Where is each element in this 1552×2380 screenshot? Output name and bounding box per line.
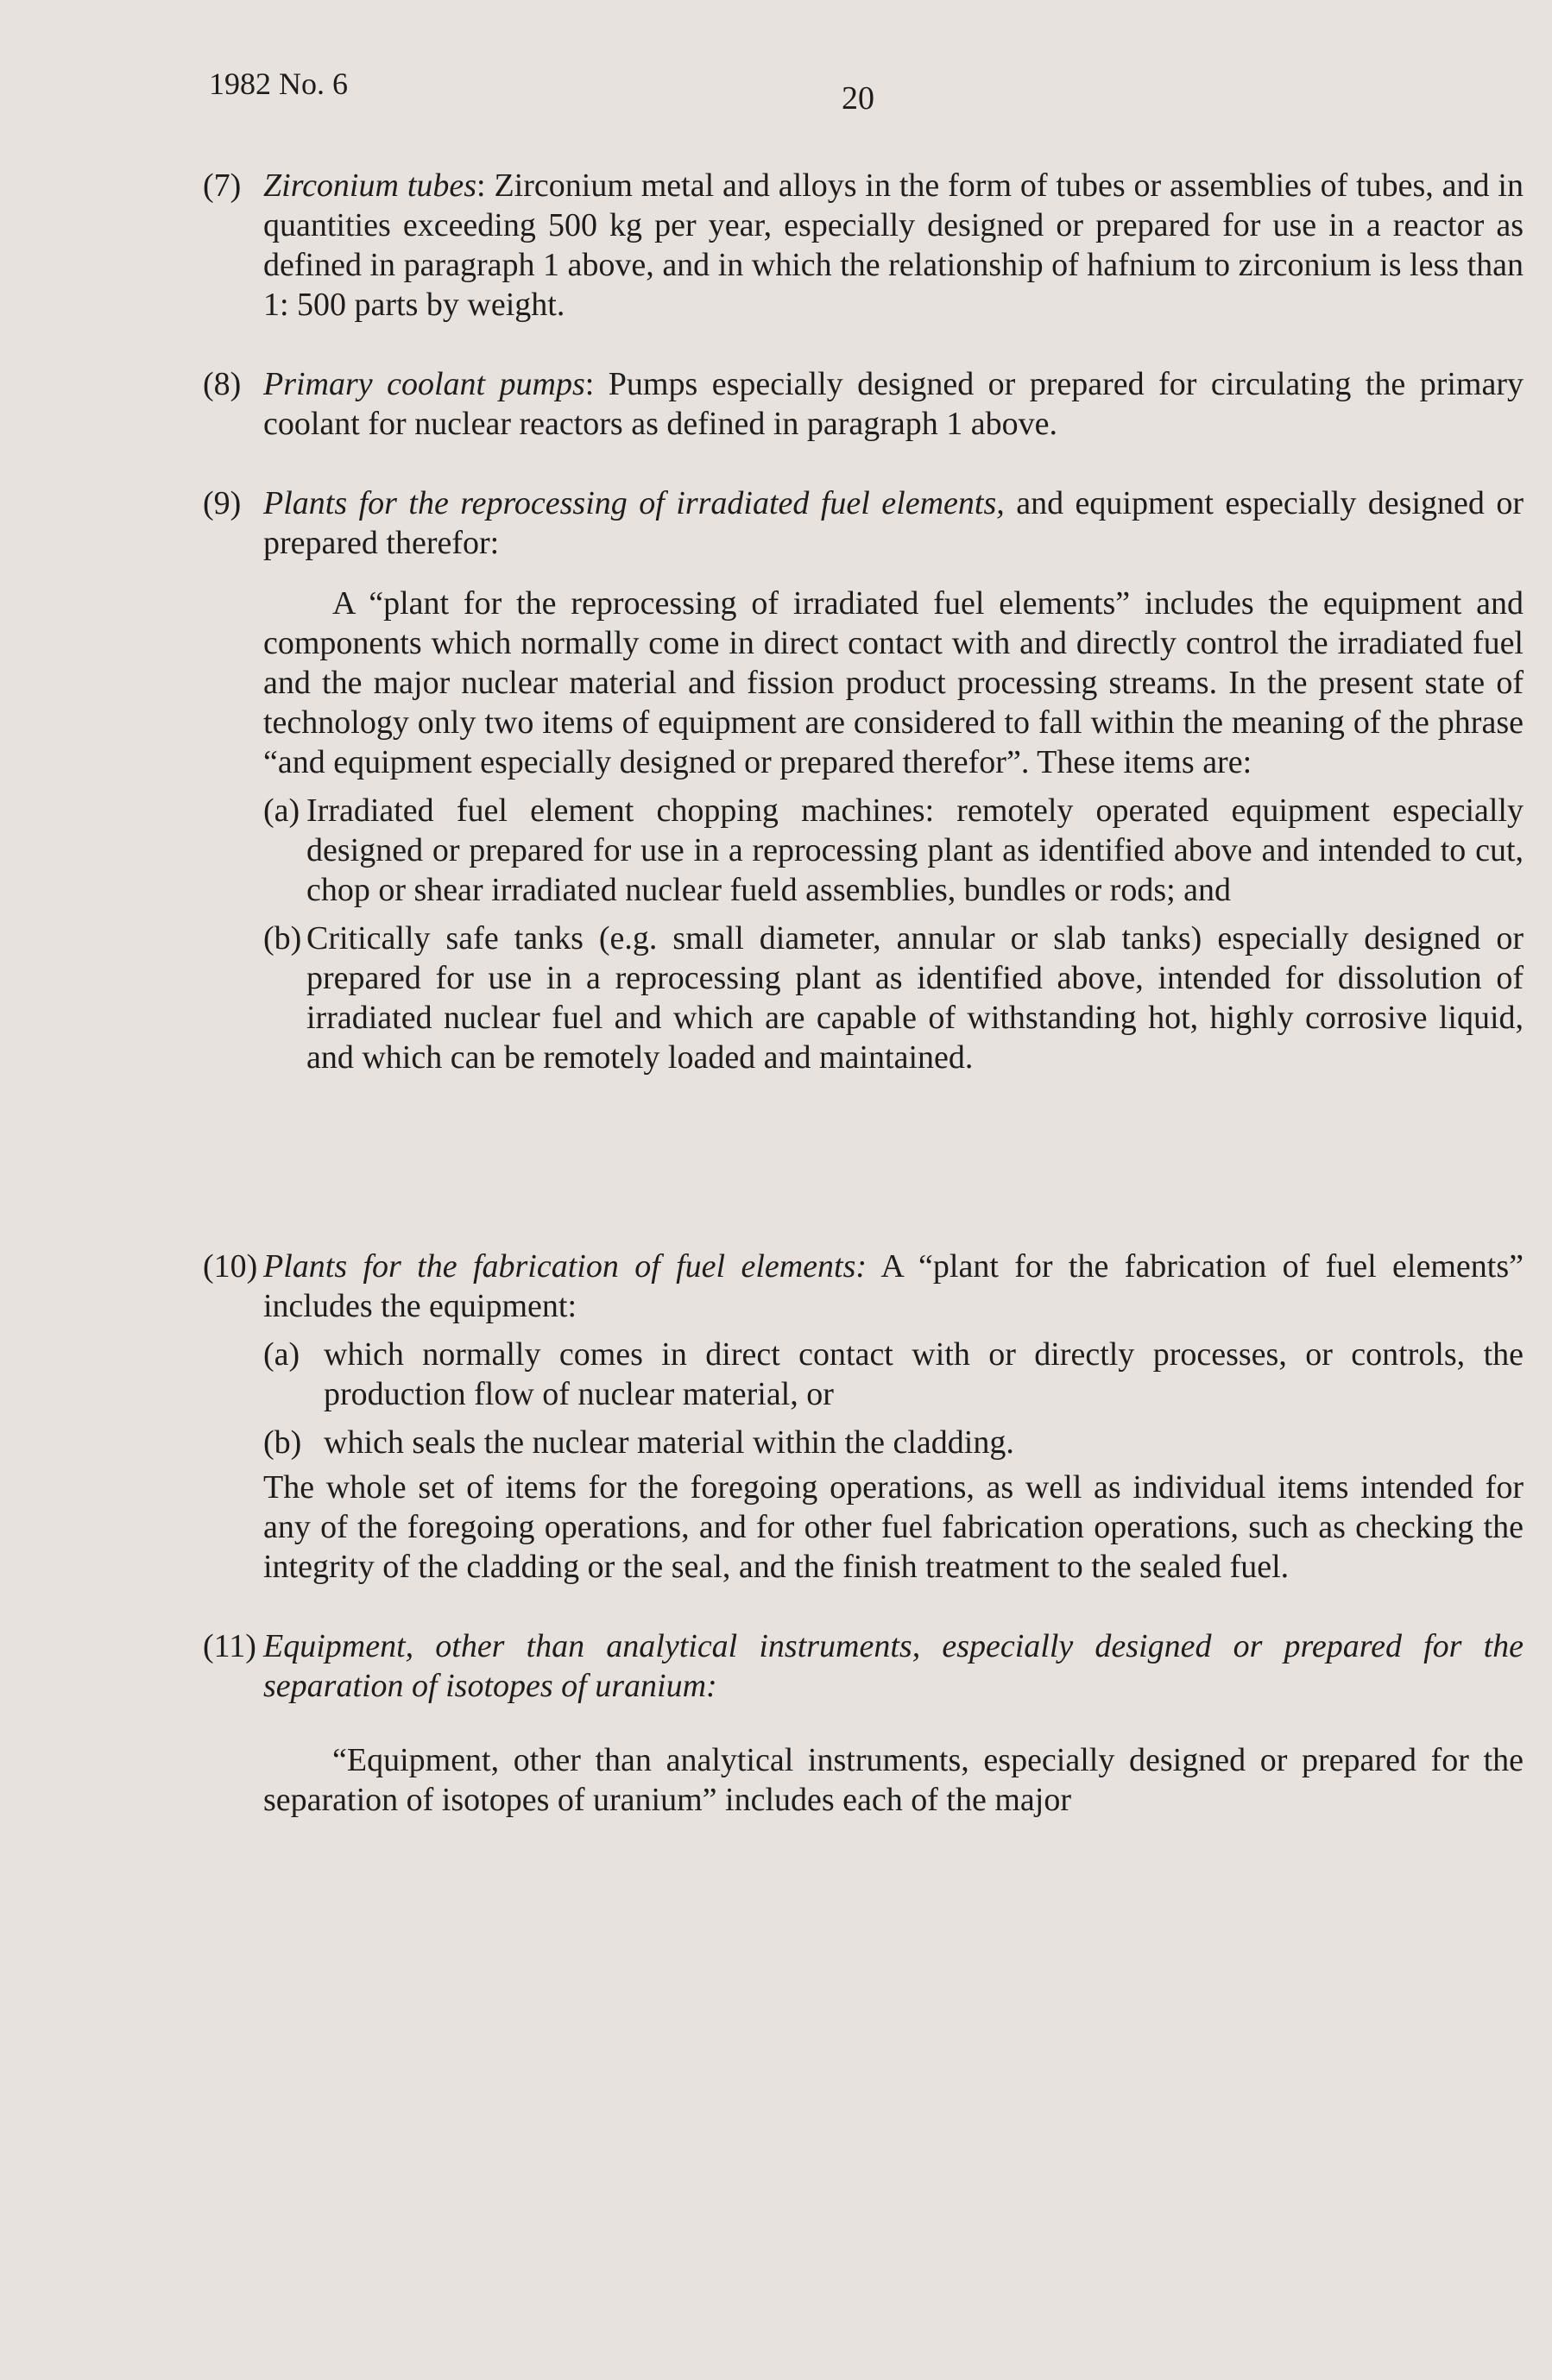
item-paragraph: The whole set of items for the foregoing operations, as well as individual items intended for any of the foregoing operations, and for other fuel fabrication operations, such as checking the integrity of the cladding or the seal, and the finish treatment to the sealed fuel. xyxy=(263,1469,1524,1585)
item-text: : Zirconium metal and alloys in the form of tubes or assemblies of tubes, and in quantities exceeding 500 kg per year, especially designed or prepared for use in a reactor as defined in paragraph 1 above, and in which the relationship of hafnium to zirconium is less than 1: 500 parts by weight. xyxy=(263,167,1524,323)
sub-item-label: (a) xyxy=(263,792,300,829)
sub-item-text: which seals the nuclear material within the cladding. xyxy=(324,1424,1014,1461)
header-citation: 1982 No. 6 xyxy=(209,66,348,101)
sub-item-text: which normally comes in direct contact with or directly processes, or controls, the production flow of nuclear material, or xyxy=(324,1336,1524,1412)
item-number: (11) xyxy=(203,1628,256,1664)
item-number: (8) xyxy=(203,366,242,402)
main-content xyxy=(203,166,1524,1859)
item-number: (10) xyxy=(203,1248,258,1285)
sub-item-b xyxy=(263,1423,1524,1462)
sub-item-b xyxy=(263,919,1524,1077)
item-text: A “plant for the fabrication of fuel elements” includes the equipment: xyxy=(263,1248,1524,1324)
item-text: and equipment especially designed or prepared therefor: xyxy=(263,485,1524,561)
item-title: Plants for the fabrication of fuel elements: xyxy=(263,1248,867,1285)
sub-item-text: Critically safe tanks (e.g. small diameter, annular or slab tanks) especially designed or prepared for use in a reprocessing plant as identified above, intended for dissolution of irradiated nuclear fuel and which are capable of withstanding hot, highly corrosive liquid, and which can be remotely loaded and maintained. xyxy=(306,920,1524,1076)
sub-item-a xyxy=(263,1335,1524,1414)
sub-item-a xyxy=(263,791,1524,910)
sub-item-text: Irradiated fuel element chopping machines: remotely operated equipment especially designed or prepared for use in a reprocessing plant as identified above and intended to cut, chop or shear irradiated nuclear fueld assemblies, bundles or rods; and xyxy=(306,792,1524,908)
item-9 xyxy=(203,483,1524,1077)
item-8 xyxy=(203,364,1524,444)
item-title: Equipment, other than analytical instruments, especially designed or prepared for the separation of isotopes of uranium: xyxy=(263,1628,1524,1704)
item-number: (9) xyxy=(203,485,242,521)
item-paragraph: “Equipment, other than analytical instruments, especially designed or prepared for the separation of isotopes of uranium” includes each of the major xyxy=(263,1742,1524,1818)
item-title: Plants for the reprocessing of irradiated fuel elements, xyxy=(263,485,1005,521)
item-11 xyxy=(203,1626,1524,1820)
item-paragraph: A “plant for the reprocessing of irradiated fuel elements” includes the equipment and components which normally come in direct contact with and directly control the irradiated fuel and the major nuclear material and fission product processing streams. In the present state of technology only two items of equipment are considered to fall within the meaning of the phrase “and equipment especially designed or prepared therefor”. These items are: xyxy=(263,585,1524,780)
item-title: Zirconium tubes xyxy=(263,167,477,204)
page-number: 20 xyxy=(842,80,874,117)
sub-item-label: (b) xyxy=(263,920,302,956)
item-number: (7) xyxy=(203,167,242,204)
item-title: Primary coolant pumps xyxy=(263,366,585,402)
item-10 xyxy=(203,1247,1524,1587)
sub-item-label: (a) xyxy=(263,1336,300,1373)
item-7 xyxy=(203,166,1524,325)
sub-item-label: (b) xyxy=(263,1424,302,1461)
item-text: : Pumps especially designed or prepared for circulating the primary coolant for nuclear reactors as defined in paragraph 1 above. xyxy=(263,366,1524,442)
